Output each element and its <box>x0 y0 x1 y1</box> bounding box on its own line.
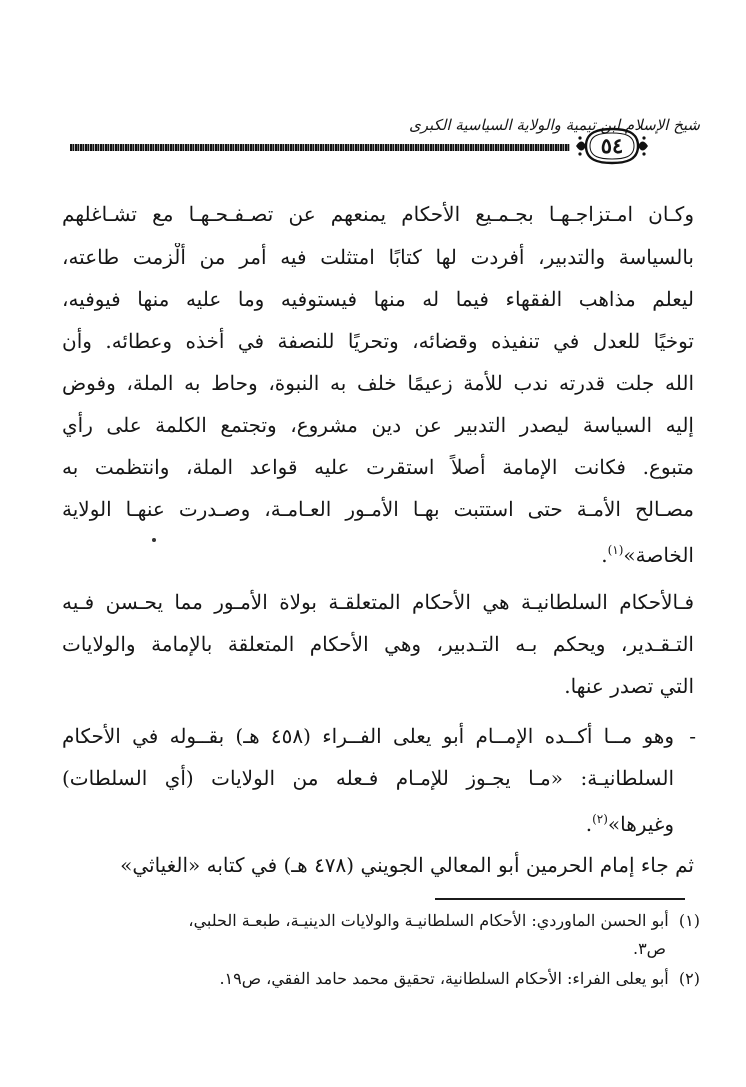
footnote-separator <box>435 898 685 900</box>
footnote-2-number: (٢) <box>678 969 700 988</box>
para3-line-2: السلطانيـة: «مـا يجـوز للإمـام فـعله من الولايات (أي السلطات) <box>62 766 674 790</box>
body-line-4: توخيًا للعدل في تنفيذه وقضائه، وتحريًا للنصفة في أخذه وعطائه. وأن <box>62 329 694 353</box>
quote-end-text: وغيرها» <box>607 812 674 836</box>
period: . <box>585 812 593 836</box>
quote-end-text: الخاصة» <box>623 543 694 567</box>
body-line-9 <box>62 536 694 569</box>
footnote-1-continuation: ص٣. <box>632 939 666 958</box>
body-line-1: وكـان امـتزاجـهـا بجـمـيع الأحكام يمنعهم عن تصـفـحـهـا مع تشـاغلهم <box>62 202 694 226</box>
para4-line-1: ثم جاء إمام الحرمين أبو المعالي الجويني (٤٧٨ هـ) في كتابه «الغياثي» <box>120 853 694 877</box>
page-number-badge <box>574 125 650 167</box>
body-line-8: مصـالح الأمـة حتى استتبت بهـا الأمـور العـامـة، وصـدرت عنهـا الولاية <box>62 497 694 521</box>
list-dash: - <box>689 724 696 748</box>
footnote-2 <box>60 968 700 990</box>
footnote-1-number: (١) <box>678 911 700 930</box>
body-line-2: بالسياسة والتدبير، أفردت لها كتابًا امتثلت فيه أمر من أَلْزمت طاعته، <box>62 245 694 269</box>
para3-line-1: وهو مــا أكــده الإمــام أبو يعلى الفــراء (٤٥٨ هـ) بقــوله في الأحكام <box>62 724 674 748</box>
footnote-1-text: أبو الحسن الماوردي: الأحكام السلطانيـة والولايات الدينيـة، طبعـة الحلبي، <box>188 911 669 930</box>
body-line-5: الله جلت قدرته ندب للأمة زعيمًا خلف به النبوة، وحاط به الملة، وفوض <box>62 371 694 395</box>
period: . <box>601 543 608 567</box>
body-line-3: ليعلم مذاهب الفقهاء فيما له منها فيستوفيه وما عليه منها فيوفيه، <box>62 287 694 311</box>
para3-line-3 <box>62 805 674 838</box>
header-decorative-rule <box>70 144 570 151</box>
running-header-title: شيخ الإسلام ابن تيمية والولاية السياسية الكبرى <box>408 116 700 134</box>
para2-line-1: فـالأحكام السلطانيـة هي الأحكام المتعلقـة بولاة الأمـور مما يحـسن فـيه <box>62 590 694 614</box>
stray-ink-dot <box>152 538 156 542</box>
para2-line-2: التـقـدير، ويحكم بـه التـدبير، وهي الأحكام المتعلقة بالإمامة والولايات <box>62 632 694 656</box>
footnote-1 <box>60 910 700 932</box>
body-line-6: إليه السياسة ليصدر التدبير عن دين مشروع، وتجتمع الكلمة على رأي <box>62 413 694 437</box>
para2-line-3: التي تصدر عنها. <box>564 674 694 698</box>
body-line-7: متبوع. فكانت الإمامة أصلاً استقرت عليه قواعد الملة، وانتظمت به <box>62 455 694 479</box>
footnote-2-text: أبو يعلى الفراء: الأحكام السلطانية، تحقيق محمد حامد الفقي، ص١٩. <box>219 969 669 988</box>
footnote-ref-1: (١) <box>607 543 624 557</box>
footnote-ref-2: (٢) <box>592 812 608 826</box>
page-number: ٥٤ <box>600 133 624 158</box>
